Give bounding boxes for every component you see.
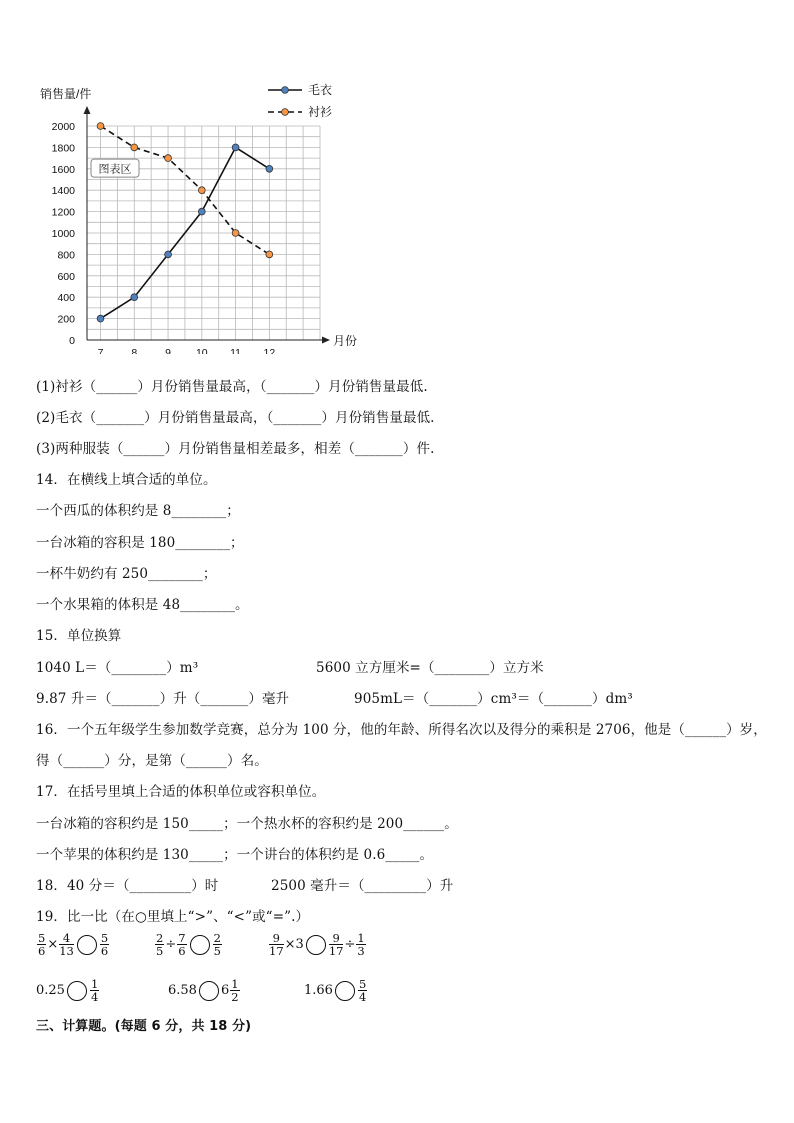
x-tick-label: 9 [165, 347, 171, 354]
decimal-value: 0.25 [36, 983, 65, 998]
data-point [198, 208, 205, 215]
y-tick-label: 800 [57, 249, 75, 262]
x-axis-title: 月份 [333, 334, 358, 348]
data-point [266, 251, 273, 258]
data-point [232, 230, 239, 237]
operator: ÷ [344, 937, 356, 952]
q14-a: 一个西瓜的体积约是 8________； [36, 503, 240, 519]
data-point [131, 294, 138, 301]
q16-b: 得（______）分，是第（______）名。 [36, 753, 268, 769]
fraction: $\frac{4}{13}$ [59, 931, 74, 958]
y-tick-label: 2000 [51, 121, 75, 133]
q13-2: (2)毛衣（_______）月份销售量最高，（_______）月份销售量最低. [36, 410, 435, 426]
q17-a: 一台冰箱的容积约是 150_____；一个热水杯的容积约是 200______。 [36, 816, 458, 832]
q15-a: 1040 L＝（________）m³ [36, 660, 199, 676]
y-tick-label: 600 [57, 270, 75, 283]
y-tick-label: 200 [57, 313, 75, 326]
sales-line-chart [30, 82, 370, 354]
data-point [232, 144, 239, 151]
q13-3: (3)两种服装（______）月份销售量相差最多，相差（_______）件. [36, 441, 435, 457]
q15-c: 9.87 升＝（_______）升（_______）毫升 [36, 691, 290, 707]
q13-1: (1)衬衫（______）月份销售量最高，（_______）月份销售量最低. [36, 379, 428, 395]
compare-circle[interactable] [190, 935, 210, 955]
fraction: $\frac{9}{17}$ [269, 931, 284, 958]
data-point [131, 144, 138, 151]
data-point [97, 123, 104, 130]
q14-d: 一个水果箱的体积是 48________。 [36, 597, 249, 613]
q14-title: 14．在横线上填合适的单位。 [36, 472, 217, 488]
y-tick-label: 400 [57, 292, 75, 305]
compare-circle[interactable] [67, 981, 87, 1001]
legend-label: 毛衣 [308, 83, 333, 97]
y-tick-label: 1600 [51, 163, 75, 176]
q14-b: 一台冰箱的容积是 180________； [36, 535, 244, 551]
q15-d: 905mL＝（_______）cm³＝（_______）dm³ [354, 691, 633, 707]
data-point [97, 315, 104, 322]
q14-c: 一杯牛奶约有 250________； [36, 566, 217, 582]
x-tick-label: 10 [195, 347, 208, 354]
q19-title: 19．比一比（在○里填上“>”、“<”或“=”.） [36, 909, 310, 925]
y-axis-arrow [84, 106, 91, 114]
y-tick-label: 1000 [51, 228, 75, 240]
whole-part: 6 [220, 983, 230, 998]
x-tick-label: 12 [263, 347, 276, 354]
q16-a: 16．一个五年级学生参加数学竞赛，总分为 100 分，他的年龄、所得名次以及得分的乘积是 2706，他是（______）岁， [36, 722, 767, 738]
x-tick-label: 8 [131, 347, 138, 354]
fraction: $\frac{5}{6}$ [100, 931, 109, 958]
y-tick-label: 0 [69, 335, 75, 347]
fraction: $\frac{2}{5}$ [213, 931, 221, 958]
q18-a: 18．40 分＝（_________）时 [36, 878, 219, 894]
chart-area-tag [91, 159, 139, 177]
fraction: $\frac{9}{17}$ [328, 931, 344, 958]
decimal-value: 1.66 [304, 983, 333, 998]
compare-circle[interactable] [335, 981, 355, 1001]
fraction: $\frac{1}{4}$ [90, 977, 99, 1004]
operator: ÷ [165, 937, 177, 952]
data-point [165, 155, 172, 162]
q15-b: 5600 立方厘米=（________）立方米 [316, 660, 544, 676]
fraction: $\frac{1}{3}$ [357, 931, 365, 958]
y-tick-label: 1200 [51, 206, 75, 219]
legend-label: 衬衫 [308, 105, 333, 119]
data-point [266, 165, 273, 172]
x-tick-label: 7 [97, 347, 104, 354]
q17-b: 一个苹果的体积约是 130_____；一个讲台的体积约是 0.6_____。 [36, 847, 434, 863]
data-point [165, 251, 172, 258]
chart-grid [87, 126, 320, 340]
q19-item-f [304, 978, 368, 1003]
legend-marker [282, 109, 289, 116]
fraction: $\frac{5}{4}$ [358, 977, 367, 1004]
q17-title: 17．在括号里填上合适的体积单位或容积单位。 [36, 784, 326, 800]
q19-item-c [268, 932, 367, 957]
q19-item-e [168, 978, 241, 1003]
chart-legend [268, 83, 332, 119]
section-3-heading: 三、计算题。(每题 6 分，共 18 分) [36, 1019, 252, 1034]
y-axis-title: 销售量/件 [40, 87, 92, 101]
fraction: $\frac{1}{2}$ [231, 977, 239, 1004]
fraction: $\frac{2}{5}$ [156, 931, 164, 958]
q18-b: 2500 毫升＝（_________）升 [271, 878, 454, 894]
y-tick-label: 1800 [51, 142, 75, 155]
q19-item-d [36, 978, 100, 1003]
x-tick-label: 11 [230, 347, 242, 354]
x-axis-arrow [322, 337, 330, 344]
decimal-value: 6.58 [168, 983, 197, 998]
q15-title: 15．单位换算 [36, 628, 122, 644]
compare-circle[interactable] [199, 981, 219, 1001]
q19-item-b [154, 932, 223, 957]
y-tick-label: 1400 [51, 185, 75, 198]
chart-svg [30, 82, 370, 354]
operator: × [47, 937, 59, 952]
tag-text: 图表区 [98, 163, 132, 176]
compare-circle[interactable] [306, 935, 326, 955]
legend-marker [282, 87, 289, 94]
data-point [198, 187, 205, 194]
q19-item-a [36, 932, 110, 957]
fraction: $\frac{5}{6}$ [38, 931, 46, 958]
operator: ×3 [284, 937, 304, 952]
compare-circle[interactable] [77, 935, 97, 955]
fraction: $\frac{7}{6}$ [178, 931, 186, 958]
